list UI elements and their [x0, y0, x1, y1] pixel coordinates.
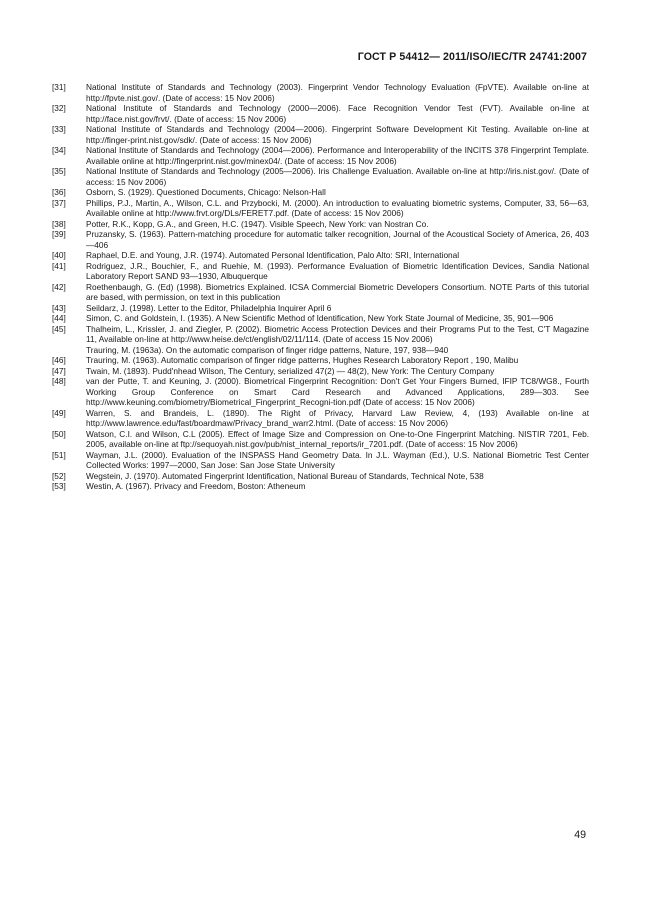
reference-item — [52, 124, 589, 145]
reference-item — [52, 376, 589, 408]
reference-item — [52, 198, 589, 219]
reference-citation: Simon, C. and Goldstein, I. (1935). A New Scientific Method of Identification, New York State Journal of Medicine, 35, 901—906 — [86, 313, 554, 323]
reference-citation: Rodriguez, J.R., Bouchier, F., and Ruehie, M. (1993). Performance Evaluation of Biometric Identification Devices, Sandia National Laboratory Report SAND 93—1930, Albuquerque — [86, 260, 589, 281]
reference-item — [52, 250, 589, 261]
reference-number: [36] — [52, 187, 66, 197]
reference-item — [52, 166, 589, 187]
reference-citation: van der Putte, T. and Keuning, J. (2000). Biometrical Fingerprint Recognition: Don't Get Your Fingers Burned, IFIP TC8/WG8., Fourth Working Group Conference on Smart Card Research and Advanced Applications, 289—303. See http://www.keuning.com/biometry/Biometrical_Fingerprint_Recogni-tion.pdf (Date of access: 15 Nov 2006) — [86, 376, 589, 407]
reference-number: [38] — [52, 218, 66, 229]
reference-number: [40] — [52, 250, 66, 260]
reference-item — [52, 261, 589, 282]
reference-text — [86, 198, 589, 219]
reference-number: [35] — [52, 166, 66, 176]
reference-citation: National Institute of Standards and Technology (2004—2006). Performance and Interoperability of the INCITS 378 Fingerprint Template. Available online at http://fingerprint.nist.gov/minex04/. (Date of access: 15 Nov 2006) — [86, 145, 589, 166]
reference-citation: Roethenbaugh, G. (Ed) (1998). Biometrics Explained. ICSA Commercial Biometric Developers Consortium. NOTE Parts of this tutorial are based, with permission, on text in this publication — [86, 281, 589, 302]
reference-citation: National Institute of Standards and Technology (2005—2006). Iris Challenge Evaluation. Available on-line at http://iris.nist.gov/. (Date of access: 15 Nov 2006) — [86, 166, 589, 187]
reference-text — [86, 261, 589, 282]
reference-text — [86, 124, 589, 145]
reference-text — [86, 355, 589, 366]
reference-item — [52, 145, 589, 166]
reference-item — [52, 229, 589, 250]
reference-citation: Warren, S. and Brandeis, L. (1890). The Right of Privacy, Harvard Law Review, 4, (193) Available on-line at http://www.lawrence.edu/fast/boardmaw/Privacy_brand_warr2.html. (Date of access: 15 Nov 2006) — [86, 407, 589, 428]
reference-item — [52, 303, 589, 314]
reference-item — [52, 324, 589, 356]
reference-number: [31] — [52, 82, 66, 92]
reference-number: [49] — [52, 407, 66, 418]
reference-item — [52, 408, 589, 429]
reference-text — [86, 282, 589, 303]
reference-item — [52, 429, 589, 450]
reference-citation: Wegstein, J. (1970). Automated Fingerprint Identification, National Bureau of Standards, Technical Note, 538 — [86, 470, 484, 481]
reference-text — [86, 219, 589, 230]
reference-citation: Twain, M. (1893). Pudd'nhead Wilson, The Century, serialized 47(2) — 48(2), New York: The Century Company — [86, 365, 495, 376]
reference-item — [52, 471, 589, 482]
reference-citation: Watson, C.I. and Wilson, C.L (2005). Effect of Image Size and Compression on One-to-One Fingerprint Matching. NISTIR 7201, Feb. 2005, available on-line at ftp://sequoyah.nist.gov/pub/nist_internal_reports/ir_7201.pdf. (Date of access: 15 Nov 2006) — [86, 428, 589, 449]
reference-item — [52, 187, 589, 198]
reference-citation: Thalheim, L., Krissler, J. and Ziegler, P. (2002). Biometric Access Protection Devices and their Programs Put to the Test, C'T Magazine 11, Available on-line at http://www.heise.de/ct/english/02/11/114. (Date of access 15 Nov 2006) — [86, 323, 589, 344]
reference-citation: Seildarz, J. (1998). Letter to the Editor, Philadelphia Inquirer April 6 — [86, 302, 332, 313]
reference-item — [52, 313, 589, 324]
reference-number: [53] — [52, 481, 66, 491]
reference-number: [37] — [52, 197, 66, 208]
reference-number: [43] — [52, 302, 66, 313]
reference-citation: Trauring, M. (1963). Automatic comparison of finger ridge patterns, Hughes Research Laboratory Report , 190, Malibu — [86, 355, 519, 365]
reference-citation: Phillips, P.J., Martin, A., Wilson, C.L. and Przybocki, M. (2000). An introduction to evaluating biometric systems, Computer, 33, 56—63, Available online at http://www.frvt.org/DLs/FERET7.pdf. (Date of access: 15 Nov 2006) — [86, 197, 589, 218]
reference-number: [46] — [52, 355, 66, 365]
reference-citation: Osborn, S. (1929). Questioned Documents, Chicago: Nelson-Hall — [86, 187, 326, 197]
reference-text — [86, 250, 589, 261]
reference-number: [34] — [52, 145, 66, 155]
reference-item — [52, 103, 589, 124]
reference-list — [52, 82, 589, 492]
reference-number: [32] — [52, 103, 66, 113]
reference-number: [41] — [52, 260, 66, 271]
reference-item — [52, 450, 589, 471]
reference-item — [52, 82, 589, 103]
reference-item — [52, 355, 589, 366]
reference-text — [86, 103, 589, 124]
reference-citation: National Institute of Standards and Technology (2004—2006). Fingerprint Software Development Kit Testing. Available on-line at http://finger-print.nist.gov/sdk/. (Date of access: 15 Nov 2006) — [86, 124, 589, 145]
reference-text — [86, 187, 589, 198]
reference-number: [39] — [52, 229, 66, 239]
reference-number: [48] — [52, 376, 66, 386]
reference-citation: Trauring, M. (1963a). On the automatic comparison of finger ridge patterns, Nature, 197, 938—940 — [86, 344, 449, 355]
reference-item — [52, 219, 589, 230]
reference-citation: National Institute of Standards and Technology (2000—2006). Face Recognition Vendor Test (FVT). Available on-line at http://face.nist.gov/frvt/. (Date of access: 15 Nov 2006) — [86, 103, 589, 124]
reference-item — [52, 282, 589, 303]
reference-text — [86, 408, 589, 429]
document-header: ГОСТ Р 54412— 2011/ISO/IEC/TR 24741:2007 — [357, 51, 587, 63]
reference-number: [45] — [52, 323, 66, 334]
reference-text — [86, 303, 589, 314]
reference-citation: National Institute of Standards and Technology (2003). Fingerprint Vendor Technology Evaluation (FpVTE). Available on-line at http://fpvte.nist.gov/. (Date of access: 15 Nov 2006) — [86, 82, 589, 103]
reference-text — [86, 82, 589, 103]
reference-text — [86, 145, 589, 166]
reference-text — [86, 324, 589, 356]
reference-text — [86, 166, 589, 187]
reference-number: [42] — [52, 281, 66, 292]
reference-item — [52, 481, 589, 492]
reference-text — [86, 429, 589, 450]
reference-text — [86, 481, 589, 492]
reference-item — [52, 366, 589, 377]
reference-citation: Westin, A. (1967). Privacy and Freedom, Boston: Atheneum — [86, 481, 306, 491]
reference-text — [86, 229, 589, 250]
reference-number: [33] — [52, 124, 66, 134]
reference-number: [50] — [52, 428, 66, 439]
reference-citation: Wayman, J.L. (2000). Evaluation of the INSPASS Hand Geometry Data. In J.L. Wayman (Ed.), U.S. National Biometric Test Center Collected Works: 1997—2000, San Jose: San Jose State University — [86, 449, 589, 470]
reference-text — [86, 471, 589, 482]
reference-citation: Raphael, D.E. and Young, J.R. (1974). Automated Personal Identification, Palo Alto: SRI, International — [86, 250, 460, 260]
reference-citation: Pruzansky, S. (1963). Pattern-matching procedure for automatic talker recognition, Journal of the Acoustical Society of America, 26, 403—406 — [86, 229, 589, 250]
reference-number: [51] — [52, 449, 66, 460]
reference-number: [52] — [52, 470, 66, 481]
reference-text — [86, 376, 589, 408]
reference-number: [44] — [52, 313, 66, 323]
reference-text — [86, 313, 589, 324]
reference-number: [47] — [52, 365, 66, 376]
reference-text — [86, 366, 589, 377]
reference-citation: Potter, R.K., Kopp, G.A., and Green, H.C. (1947). Visible Speech, New York: van Nostran Co. — [86, 218, 429, 229]
reference-text — [86, 450, 589, 471]
page-number: 49 — [574, 829, 586, 841]
